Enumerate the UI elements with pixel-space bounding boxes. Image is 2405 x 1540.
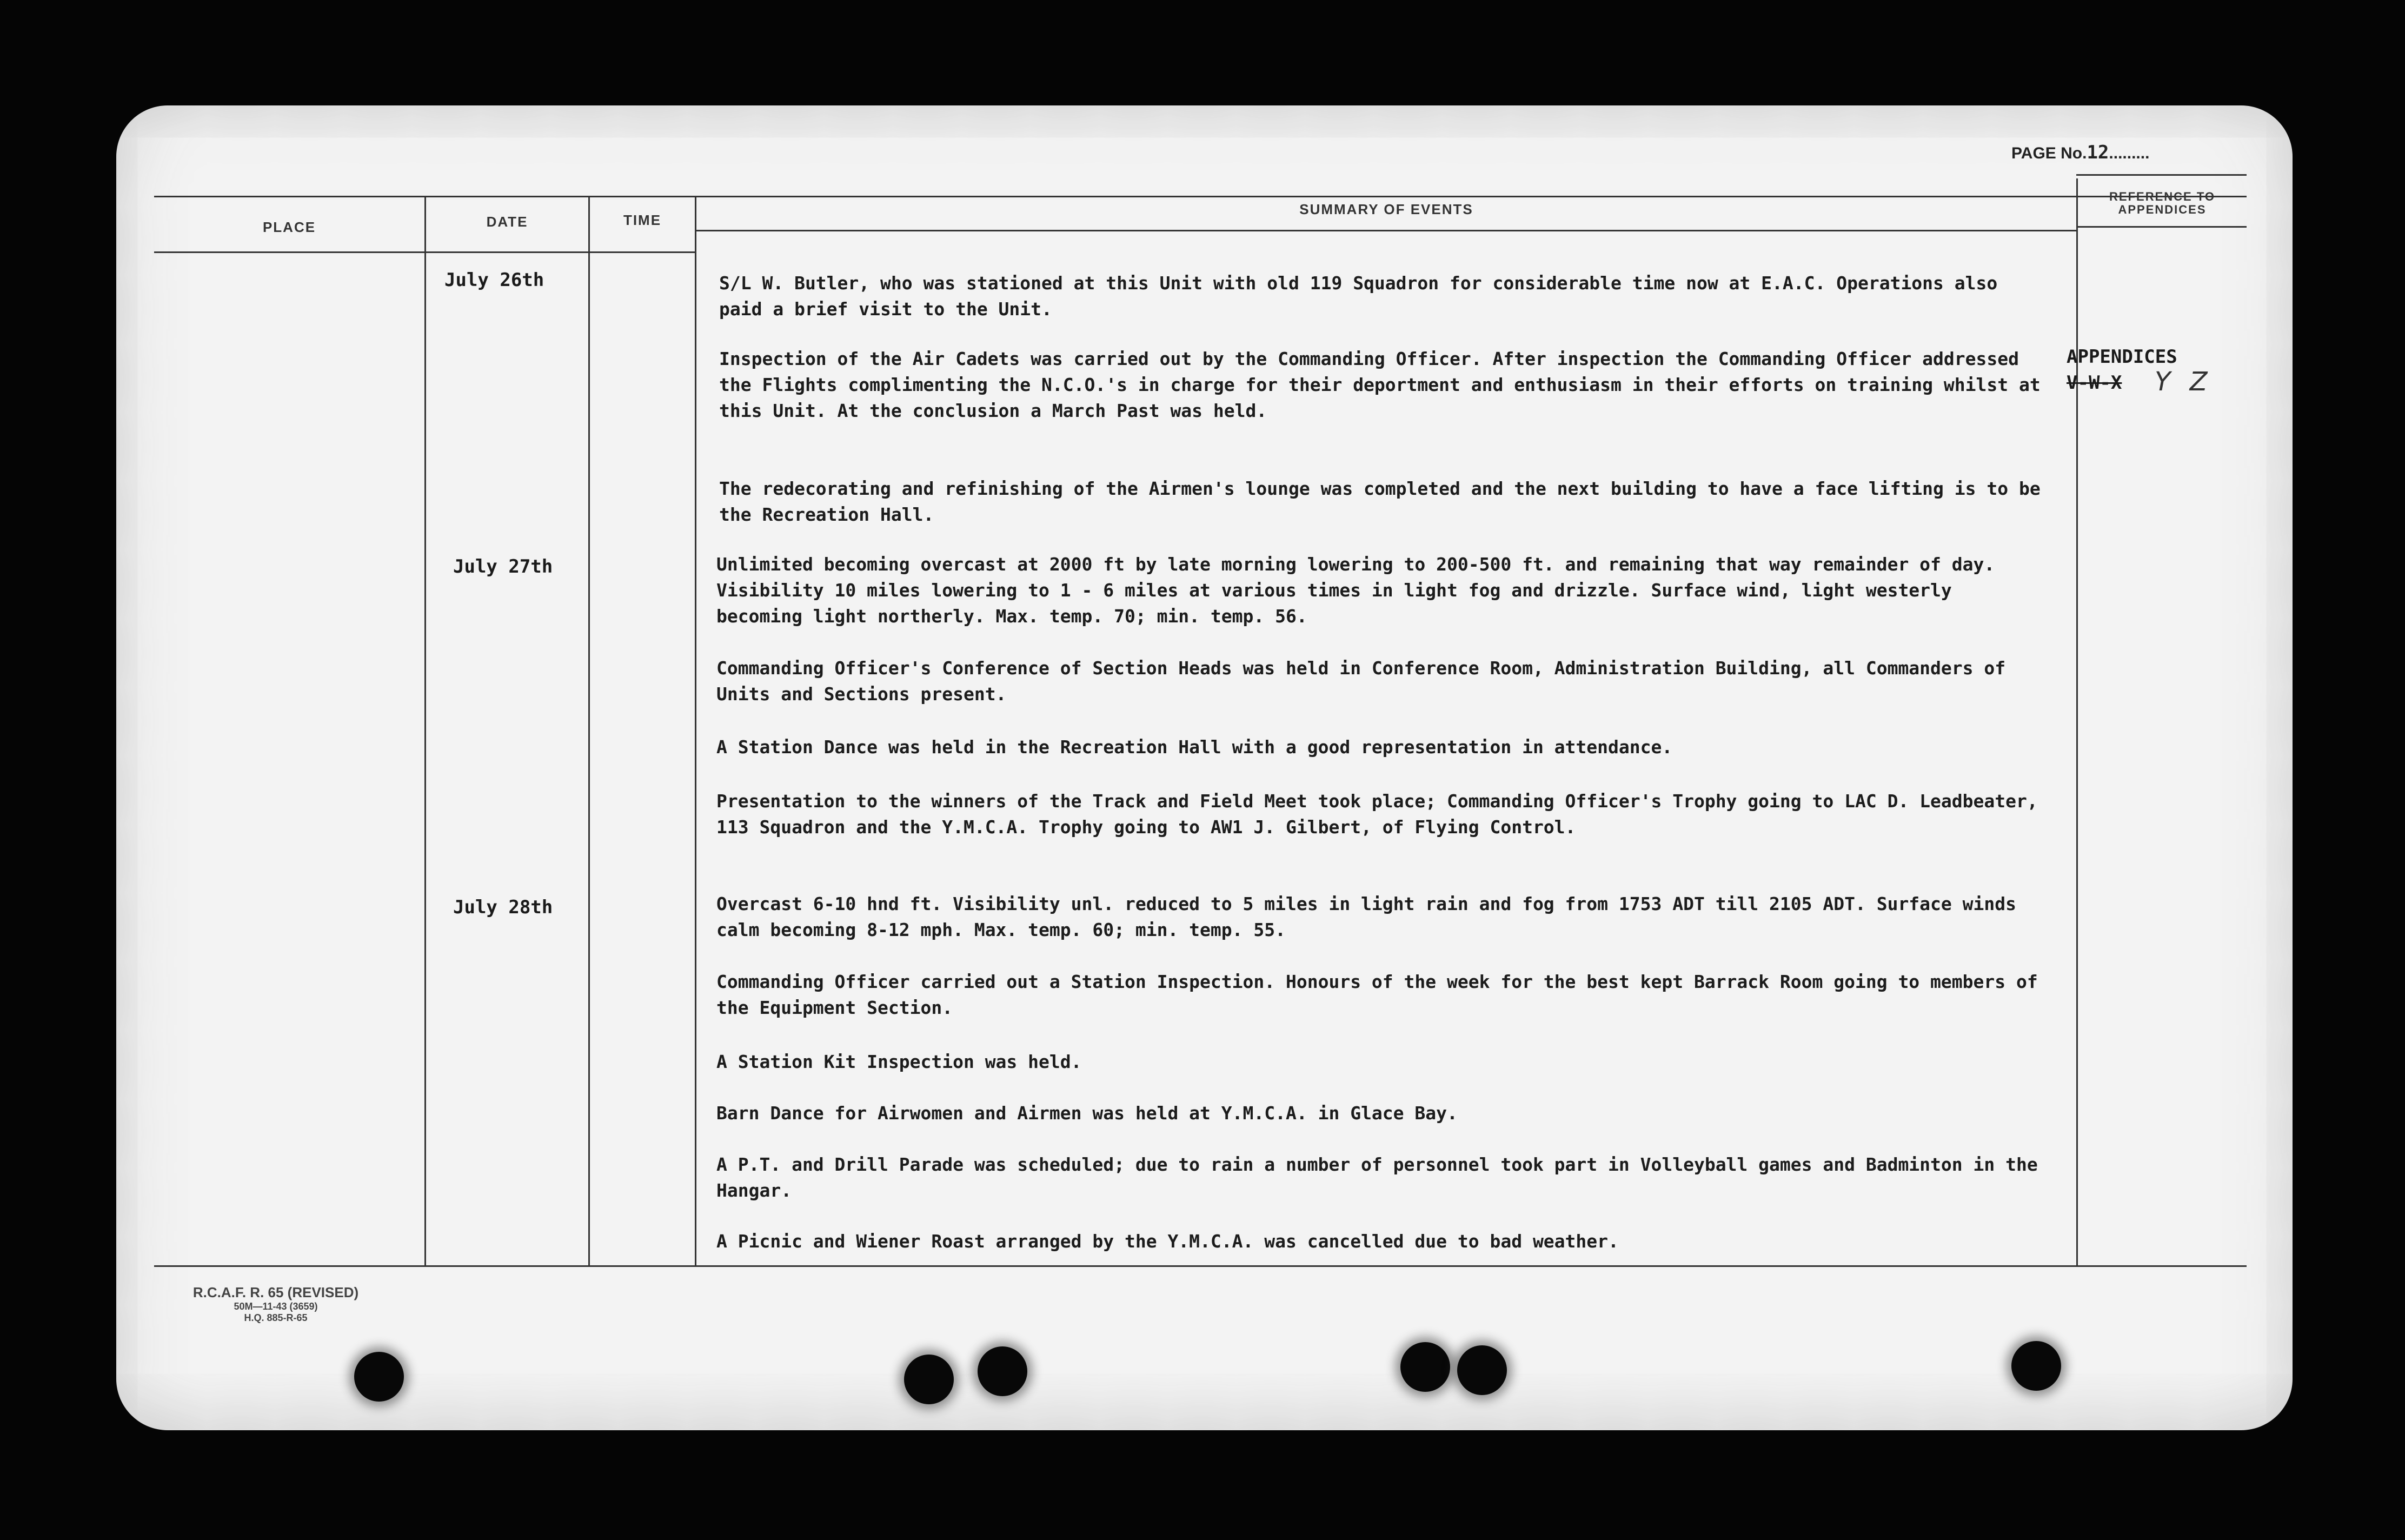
entry-barn-dance: Barn Dance for Airwomen and Airmen was held at Y.M.C.A. in Glace Bay.: [716, 1103, 1458, 1124]
column-header-summary: SUMMARY OF EVENTS: [1299, 201, 1473, 217]
date-july-26: July 26th: [444, 269, 544, 291]
entry-track-field-presentation: Presentation to the winners of the Track and Field Meet took place; Commanding Officer's Trophy going to LAC D. Leadbeater, 113 Squadron and the Y.M.C.A. Trophy going to AW1 J. Gilbert, of Flying Control.: [716, 791, 2038, 838]
entry-weather-july-28: Overcast 6-10 hnd ft. Visibility unl. reduced to 5 miles in light rain and fog from 1753 ADT till 2105 ADT. Surface winds calm becoming 8-12 mph. Max. temp. 60; min. temp. 55.: [716, 893, 2016, 940]
col-divider-date-time: [588, 196, 590, 1266]
appendix-reference-handwritten: Y Z: [2155, 367, 2213, 397]
appendix-reference-struck: V-W-X: [2067, 372, 2122, 394]
entry-pt-drill-parade: A P.T. and Drill Parade was scheduled; due to rain a number of personnel took part in Volleyball games and Badminton in the Hangar.: [716, 1154, 2038, 1201]
header-rule-reference: [2076, 226, 2247, 228]
form-number-line3: H.Q. 885-R-65: [244, 1312, 308, 1323]
date-july-27: July 27th: [453, 556, 553, 578]
entry-kit-inspection: A Station Kit Inspection was held.: [716, 1051, 1082, 1072]
form-number: [157, 1284, 395, 1324]
entry-station-inspection: Commanding Officer carried out a Station Inspection. Honours of the week for the best kept Barrack Room going to members of the Equipment Section.: [716, 971, 2038, 1018]
column-header-date: DATE: [486, 214, 528, 230]
column-header-place: PLACE: [262, 219, 316, 235]
col-divider-time-summary: [695, 196, 696, 1266]
column-header-time: TIME: [623, 212, 662, 228]
page-dots: .........: [2109, 144, 2150, 162]
column-header-reference: [2078, 190, 2247, 216]
binder-hole: [1457, 1345, 1507, 1395]
page-number-value: 12: [2087, 142, 2109, 163]
table-bottom-rule: [154, 1265, 2247, 1267]
col-divider-place-date: [424, 196, 426, 1266]
page-number: [2011, 142, 2149, 163]
entry-airmens-lounge: The redecorating and refinishing of the Airmen's lounge was completed and the next building to have a face lifting is to be the Recreation Hall.: [719, 478, 2041, 525]
form-number-line1: R.C.A.F. R. 65 (REVISED): [192, 1284, 359, 1300]
reference-header-line1: REFERENCE TO: [2109, 190, 2215, 203]
reference-top-rule: [2076, 174, 2247, 176]
entry-picnic-cancelled: A Picnic and Wiener Roast arranged by the Y.M.C.A. was cancelled due to bad weather.: [716, 1231, 1619, 1252]
binder-hole: [2011, 1341, 2061, 1391]
entry-station-dance: A Station Dance was held in the Recreation Hall with a good representation in attendance.: [716, 736, 1673, 758]
table-top-rule: [154, 196, 2247, 197]
appendix-reference-typed: APPENDICES: [2067, 346, 2177, 368]
form-number-line2: 50M—11-43 (3659): [234, 1301, 318, 1312]
entry-co-conference: Commanding Officer's Conference of Section Heads was held in Conference Room, Administration Building, all Commanders of Units and Sections present.: [716, 658, 2006, 705]
entry-butler-visit: S/L W. Butler, who was stationed at this Unit with old 119 Squadron for considerable time now at E.A.C. Operations also paid a brief visit to the Unit.: [719, 273, 1998, 320]
binder-hole: [904, 1355, 954, 1404]
reference-header-line2: APPENDICES: [2118, 203, 2207, 216]
binder-hole: [354, 1352, 404, 1402]
page-label: PAGE No.: [2011, 144, 2087, 162]
entry-weather-july-27: Unlimited becoming overcast at 2000 ft by late morning lowering to 200-500 ft. and remaining that way remainder of day. Visibility 10 miles lowering to 1 - 6 miles at various times in light fog and drizzle. Surface wind, light westerly becoming light northerly. Max. temp. 70; min. temp. 56.: [716, 554, 1995, 627]
date-july-28: July 28th: [453, 897, 553, 918]
col-divider-summary-reference: [2076, 178, 2078, 1265]
header-rule-summary: [695, 230, 2076, 231]
binder-hole: [978, 1346, 1027, 1396]
binder-hole: [1400, 1342, 1450, 1392]
entry-air-cadets-inspection: Inspection of the Air Cadets was carried out by the Commanding Officer. After inspection the Commanding Officer addressed the Flights complimenting the N.C.O.'s in charge for their deportment and enthusiasm in their efforts on training whilst at this Unit. At the conclusion a March Past was held.: [719, 348, 2041, 421]
